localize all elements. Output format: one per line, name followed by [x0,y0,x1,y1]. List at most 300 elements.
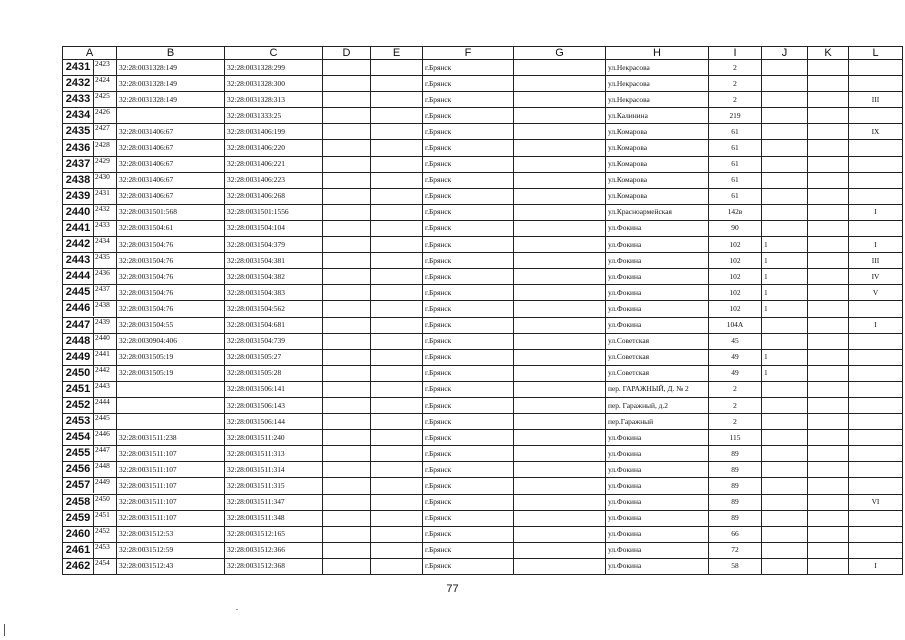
cell-h[interactable]: ул.Фокина [606,478,709,494]
cell-c[interactable]: 32:28:0031506:141 [225,381,323,397]
cell-g[interactable] [514,204,606,220]
cell-e[interactable] [371,140,423,156]
cell-i[interactable]: 45 [709,333,762,349]
cell-f[interactable]: г.Брянск [423,76,514,92]
cell-l[interactable]: IV [849,269,903,285]
cell-a[interactable]: 2432 [95,204,110,213]
cell-l[interactable] [849,76,903,92]
cell-j[interactable]: 1 [762,237,808,253]
cell-e[interactable] [371,188,423,204]
cell-d[interactable] [323,220,371,236]
cell-e[interactable] [371,124,423,140]
row-header-cell[interactable] [63,76,117,92]
cell-d[interactable] [323,76,371,92]
cell-c[interactable]: 32:28:0031406:221 [225,156,323,172]
cell-j[interactable] [762,462,808,478]
cell-k[interactable] [808,381,849,397]
cell-f[interactable]: г.Брянск [423,462,514,478]
cell-h[interactable]: ул.Некрасова [606,92,709,108]
cell-k[interactable] [808,220,849,236]
row-number[interactable]: 2461 [63,543,94,558]
cell-g[interactable] [514,140,606,156]
cell-b[interactable]: 32:28:0031328:149 [117,76,225,92]
cell-c[interactable]: 32:28:0031504:379 [225,237,323,253]
cell-l[interactable] [849,478,903,494]
cell-b[interactable]: 32:28:0031406:67 [117,124,225,140]
row-header-cell[interactable] [63,558,117,574]
cell-d[interactable] [323,237,371,253]
row-number[interactable]: 2455 [63,446,94,461]
cell-b[interactable]: 32:28:0031511:107 [117,462,225,478]
cell-a[interactable]: 2433 [95,220,110,229]
cell-c[interactable]: 32:28:0031512:368 [225,558,323,574]
cell-b[interactable]: 32:28:0031512:59 [117,542,225,558]
column-header-c[interactable]: C [225,47,323,60]
cell-k[interactable] [808,76,849,92]
cell-i[interactable]: 104А [709,317,762,333]
cell-h[interactable]: ул.Комарова [606,156,709,172]
cell-k[interactable] [808,317,849,333]
cell-c[interactable]: 32:28:0031504:739 [225,333,323,349]
column-header-h[interactable]: H [606,47,709,60]
cell-g[interactable] [514,349,606,365]
row-header-cell[interactable] [63,301,117,317]
row-header-cell[interactable] [63,188,117,204]
cell-i[interactable]: 2 [709,60,762,76]
row-header-cell[interactable] [63,333,117,349]
cell-i[interactable]: 2 [709,76,762,92]
cell-f[interactable]: г.Брянск [423,558,514,574]
cell-b[interactable]: 32:28:0031511:107 [117,478,225,494]
cell-d[interactable] [323,333,371,349]
cell-j[interactable] [762,397,808,413]
row-header-cell[interactable] [63,124,117,140]
cell-c[interactable]: 32:28:0031511:313 [225,446,323,462]
cell-e[interactable] [371,76,423,92]
cell-b[interactable]: 32:28:0031504:76 [117,285,225,301]
cell-g[interactable] [514,446,606,462]
cell-f[interactable]: г.Брянск [423,478,514,494]
column-header-d[interactable]: D [323,47,371,60]
cell-g[interactable] [514,220,606,236]
cell-g[interactable] [514,462,606,478]
column-header-i[interactable]: I [709,47,762,60]
cell-h[interactable]: ул.Фокина [606,220,709,236]
cell-c[interactable]: 32:28:0031328:300 [225,76,323,92]
cell-e[interactable] [371,478,423,494]
row-number[interactable]: 2460 [63,527,94,542]
cell-f[interactable]: г.Брянск [423,172,514,188]
cell-d[interactable] [323,188,371,204]
cell-e[interactable] [371,462,423,478]
cell-l[interactable]: III [849,92,903,108]
row-number[interactable]: 2457 [63,478,94,493]
cell-k[interactable] [808,430,849,446]
cell-d[interactable] [323,381,371,397]
row-header-cell[interactable] [63,317,117,333]
cell-h[interactable]: пер. ГАРАЖНЫЙ, Д. № 2 [606,381,709,397]
cell-i[interactable]: 61 [709,188,762,204]
cell-d[interactable] [323,172,371,188]
cell-j[interactable] [762,542,808,558]
cell-j[interactable] [762,60,808,76]
cell-d[interactable] [323,558,371,574]
row-number[interactable]: 2438 [63,173,94,188]
row-header-cell[interactable] [63,381,117,397]
cell-g[interactable] [514,526,606,542]
cell-j[interactable] [762,446,808,462]
row-number[interactable]: 2440 [63,205,94,220]
cell-d[interactable] [323,526,371,542]
cell-e[interactable] [371,269,423,285]
cell-g[interactable] [514,156,606,172]
cell-b[interactable]: 32:28:0031501:568 [117,204,225,220]
cell-l[interactable] [849,430,903,446]
row-number[interactable]: 2431 [63,60,94,75]
cell-b[interactable]: 32:28:0031406:67 [117,140,225,156]
cell-d[interactable] [323,92,371,108]
cell-c[interactable]: 32:28:0031501:1556 [225,204,323,220]
row-header-cell[interactable] [63,526,117,542]
cell-a[interactable]: 2430 [95,172,110,181]
cell-g[interactable] [514,510,606,526]
cell-i[interactable]: 49 [709,365,762,381]
cell-f[interactable]: г.Брянск [423,140,514,156]
cell-l[interactable]: I [849,317,903,333]
cell-h[interactable]: ул.Фокина [606,446,709,462]
cell-i[interactable]: 89 [709,446,762,462]
cell-c[interactable]: 32:28:0031504:681 [225,317,323,333]
cell-a[interactable]: 2436 [95,268,110,278]
cell-a[interactable]: 2441 [95,349,110,358]
cell-j[interactable] [762,430,808,446]
cell-a[interactable]: 2452 [95,526,110,535]
cell-h[interactable]: ул.Комарова [606,172,709,188]
row-header-cell[interactable] [63,108,117,124]
cell-i[interactable]: 115 [709,430,762,446]
cell-f[interactable]: г.Брянск [423,317,514,333]
cell-k[interactable] [808,140,849,156]
cell-k[interactable] [808,285,849,301]
cell-g[interactable] [514,253,606,269]
cell-a[interactable]: 2434 [95,236,110,246]
cell-b[interactable]: 32:28:0031504:76 [117,253,225,269]
cell-d[interactable] [323,446,371,462]
cell-i[interactable]: 61 [709,172,762,188]
cell-a[interactable]: 2442 [95,365,110,374]
cell-j[interactable] [762,494,808,510]
cell-g[interactable] [514,542,606,558]
cell-e[interactable] [371,542,423,558]
cell-f[interactable]: г.Брянск [423,285,514,301]
column-header-b[interactable]: B [117,47,225,60]
row-number[interactable]: 2450 [63,366,94,381]
cell-c[interactable]: 32:28:0031406:223 [225,172,323,188]
cell-b[interactable]: 32:28:0031512:43 [117,558,225,574]
row-number[interactable]: 2446 [63,301,94,316]
cell-j[interactable]: 1 [762,365,808,381]
cell-g[interactable] [514,124,606,140]
cell-a[interactable]: 2449 [95,477,110,487]
cell-f[interactable]: г.Брянск [423,301,514,317]
cell-d[interactable] [323,430,371,446]
cell-b[interactable]: 32:28:0031406:67 [117,156,225,172]
row-header-cell[interactable] [63,462,117,478]
cell-j[interactable] [762,92,808,108]
cell-g[interactable] [514,333,606,349]
cell-f[interactable]: г.Брянск [423,430,514,446]
cell-i[interactable]: 102 [709,253,762,269]
cell-b[interactable]: 32:28:0031406:67 [117,188,225,204]
cell-e[interactable] [371,414,423,430]
cell-h[interactable]: ул.Некрасова [606,76,709,92]
cell-b[interactable]: 32:28:0031504:76 [117,301,225,317]
cell-h[interactable]: ул.Фокина [606,253,709,269]
column-header-k[interactable]: K [808,47,849,60]
cell-f[interactable]: г.Брянск [423,156,514,172]
cell-e[interactable] [371,204,423,220]
cell-l[interactable] [849,108,903,124]
cell-j[interactable] [762,558,808,574]
cell-e[interactable] [371,60,423,76]
cell-h[interactable]: ул.Советская [606,333,709,349]
cell-i[interactable]: 2 [709,381,762,397]
cell-b[interactable]: 32:28:0031328:149 [117,60,225,76]
cell-h[interactable]: ул.Калинина [606,108,709,124]
cell-g[interactable] [514,76,606,92]
cell-l[interactable]: V [849,285,903,301]
row-number[interactable]: 2437 [63,157,94,172]
cell-k[interactable] [808,172,849,188]
cell-a[interactable]: 2431 [95,188,110,197]
cell-c[interactable]: 32:28:0031511:315 [225,478,323,494]
cell-j[interactable] [762,140,808,156]
cell-a[interactable]: 2447 [95,445,110,455]
cell-i[interactable]: 61 [709,156,762,172]
cell-g[interactable] [514,108,606,124]
cell-c[interactable]: 32:28:0031511:240 [225,430,323,446]
row-header-cell[interactable] [63,446,117,462]
cell-h[interactable]: ул.Фокина [606,510,709,526]
cell-h[interactable]: ул.Фокина [606,542,709,558]
column-header-a[interactable]: A [63,47,117,60]
cell-i[interactable]: 102 [709,285,762,301]
row-number[interactable]: 2459 [63,511,94,526]
cell-i[interactable]: 102 [709,301,762,317]
row-number[interactable]: 2448 [63,334,94,349]
cell-f[interactable]: г.Брянск [423,220,514,236]
cell-k[interactable] [808,124,849,140]
cell-k[interactable] [808,414,849,430]
row-header-cell[interactable] [63,156,117,172]
cell-g[interactable] [514,285,606,301]
cell-g[interactable] [514,558,606,574]
cell-k[interactable] [808,349,849,365]
cell-j[interactable] [762,478,808,494]
cell-j[interactable] [762,381,808,397]
cell-c[interactable]: 32:28:0031328:313 [225,92,323,108]
row-number[interactable]: 2449 [63,350,94,365]
cell-e[interactable] [371,220,423,236]
cell-a[interactable]: 2453 [95,542,110,551]
cell-c[interactable]: 32:28:0031504:562 [225,301,323,317]
cell-i[interactable]: 219 [709,108,762,124]
cell-b[interactable]: 32:28:0031328:149 [117,92,225,108]
cell-j[interactable] [762,108,808,124]
cell-d[interactable] [323,285,371,301]
cell-l[interactable] [849,172,903,188]
cell-d[interactable] [323,140,371,156]
cell-j[interactable] [762,333,808,349]
cell-b[interactable]: 32:28:0031511:107 [117,446,225,462]
cell-g[interactable] [514,430,606,446]
cell-l[interactable]: VI [849,494,903,510]
cell-a[interactable]: 2429 [95,156,110,165]
cell-f[interactable]: г.Брянск [423,108,514,124]
cell-e[interactable] [371,430,423,446]
row-header-cell[interactable] [63,172,117,188]
cell-i[interactable]: 89 [709,510,762,526]
cell-h[interactable]: пер. Гаражный, д.2 [606,397,709,413]
cell-h[interactable]: ул.Фокина [606,317,709,333]
cell-j[interactable] [762,510,808,526]
cell-l[interactable] [849,188,903,204]
cell-k[interactable] [808,60,849,76]
cell-b[interactable]: 32:28:0031406:67 [117,172,225,188]
column-header-f[interactable]: F [423,47,514,60]
cell-b[interactable] [117,397,225,413]
cell-k[interactable] [808,558,849,574]
cell-e[interactable] [371,333,423,349]
row-header-cell[interactable] [63,478,117,494]
row-header-cell[interactable] [63,237,117,253]
cell-l[interactable]: I [849,558,903,574]
row-number[interactable]: 2444 [63,269,94,284]
cell-k[interactable] [808,462,849,478]
cell-g[interactable] [514,237,606,253]
cell-l[interactable] [849,349,903,365]
cell-a[interactable]: 2443 [95,381,110,390]
cell-d[interactable] [323,494,371,510]
cell-f[interactable]: г.Брянск [423,526,514,542]
cell-f[interactable]: г.Брянск [423,92,514,108]
row-number[interactable]: 2434 [63,108,94,123]
cell-i[interactable]: 2 [709,414,762,430]
row-number[interactable]: 2442 [63,237,94,252]
cell-a[interactable]: 2428 [95,139,110,149]
cell-j[interactable]: 1 [762,269,808,285]
row-header-cell[interactable] [63,510,117,526]
cell-l[interactable] [849,156,903,172]
cell-h[interactable]: ул.Советская [606,349,709,365]
cell-e[interactable] [371,365,423,381]
cell-h[interactable]: ул.Фокина [606,558,709,574]
cell-j[interactable] [762,204,808,220]
cell-j[interactable] [762,124,808,140]
cell-e[interactable] [371,510,423,526]
cell-b[interactable]: 32:28:0031512:53 [117,526,225,542]
cell-g[interactable] [514,414,606,430]
cell-b[interactable]: 32:28:0031504:55 [117,317,225,333]
cell-i[interactable]: 61 [709,124,762,140]
cell-g[interactable] [514,60,606,76]
cell-j[interactable] [762,188,808,204]
cell-j[interactable]: 1 [762,301,808,317]
cell-k[interactable] [808,188,849,204]
cell-b[interactable]: 32:28:0031504:76 [117,269,225,285]
cell-i[interactable]: 61 [709,140,762,156]
cell-i[interactable]: 66 [709,526,762,542]
cell-i[interactable]: 142в [709,204,762,220]
cell-h[interactable]: ул.Комарова [606,124,709,140]
cell-e[interactable] [371,172,423,188]
cell-a[interactable]: 2445 [95,413,110,423]
cell-l[interactable] [849,365,903,381]
cell-b[interactable]: 32:28:0031511:238 [117,430,225,446]
cell-d[interactable] [323,108,371,124]
cell-a[interactable]: 2451 [95,510,110,519]
cell-e[interactable] [371,108,423,124]
column-header-e[interactable]: E [371,47,423,60]
cell-e[interactable] [371,156,423,172]
row-number[interactable]: 2456 [63,462,94,477]
cell-g[interactable] [514,172,606,188]
cell-b[interactable] [117,414,225,430]
cell-l[interactable] [849,60,903,76]
row-header-cell[interactable] [63,397,117,413]
cell-g[interactable] [514,188,606,204]
cell-f[interactable]: г.Брянск [423,237,514,253]
cell-e[interactable] [371,317,423,333]
cell-c[interactable]: 32:28:0031506:144 [225,414,323,430]
cell-k[interactable] [808,269,849,285]
cell-d[interactable] [323,60,371,76]
cell-f[interactable]: г.Брянск [423,188,514,204]
cell-g[interactable] [514,301,606,317]
cell-e[interactable] [371,285,423,301]
column-header-g[interactable]: G [514,47,606,60]
cell-j[interactable]: 1 [762,349,808,365]
cell-l[interactable]: III [849,253,903,269]
cell-d[interactable] [323,204,371,220]
cell-i[interactable]: 2 [709,92,762,108]
cell-c[interactable]: 32:28:0031504:381 [225,253,323,269]
cell-l[interactable] [849,462,903,478]
cell-e[interactable] [371,301,423,317]
cell-h[interactable]: ул.Некрасова [606,60,709,76]
row-number[interactable]: 2441 [63,221,94,236]
cell-h[interactable]: ул.Комарова [606,188,709,204]
cell-h[interactable]: ул.Фокина [606,526,709,542]
row-header-cell[interactable] [63,285,117,301]
row-header-cell[interactable] [63,220,117,236]
cell-e[interactable] [371,349,423,365]
cell-j[interactable]: 1 [762,285,808,301]
cell-b[interactable]: 32:28:0031511:107 [117,510,225,526]
cell-i[interactable]: 102 [709,269,762,285]
cell-b[interactable]: 32:28:0031505:19 [117,365,225,381]
cell-k[interactable] [808,237,849,253]
cell-i[interactable]: 2 [709,397,762,413]
cell-h[interactable]: ул.Фокина [606,462,709,478]
cell-k[interactable] [808,301,849,317]
cell-k[interactable] [808,478,849,494]
cell-h[interactable]: ул.Комарова [606,140,709,156]
column-header-j[interactable]: J [762,47,808,60]
cell-d[interactable] [323,462,371,478]
cell-d[interactable] [323,269,371,285]
cell-f[interactable]: г.Брянск [423,365,514,381]
